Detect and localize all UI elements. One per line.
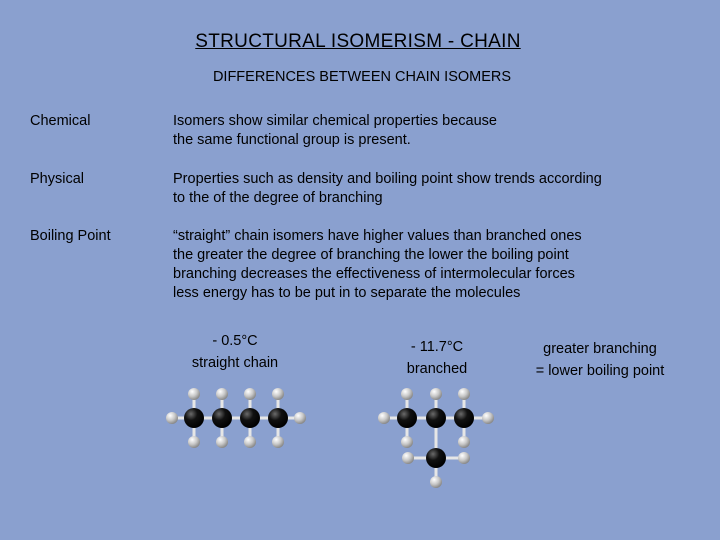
row-text-line: “straight” chain isomers have higher values than branched ones bbox=[173, 228, 582, 244]
row-label-physical: Physical bbox=[30, 171, 84, 187]
row-label-chemical: Chemical bbox=[30, 113, 91, 129]
branched-temperature: - 11.7°C bbox=[410, 339, 464, 355]
row-text-line: the greater the degree of branching the lower the boiling point bbox=[173, 247, 569, 263]
isobutane-bonds bbox=[384, 394, 488, 482]
row-label-boiling-point: Boiling Point bbox=[30, 228, 111, 244]
straight-chain-temperature: - 0.5°C bbox=[212, 333, 258, 349]
row-text-line: Isomers show similar chemical properties because bbox=[173, 113, 497, 129]
row-text-line: less energy has to be put in to separate the molecules bbox=[173, 285, 521, 301]
slide-title: STRUCTURAL ISOMERISM - CHAIN bbox=[195, 31, 521, 52]
row-text-line: to the of the degree of branching bbox=[173, 190, 383, 206]
straight-chain-name: straight chain bbox=[191, 355, 279, 371]
branched-name: branched bbox=[406, 361, 468, 377]
isobutane-molecule bbox=[378, 388, 494, 488]
row-text-line: the same functional group is present. bbox=[173, 132, 411, 148]
slide-subtitle: DIFFERENCES BETWEEN CHAIN ISOMERS bbox=[212, 69, 512, 85]
butane-molecule bbox=[166, 388, 306, 448]
conclusion-line-1: greater branching bbox=[543, 341, 657, 357]
conclusion-line-2: = lower boiling point bbox=[535, 363, 665, 379]
row-text-line: branching decreases the effectiveness of intermolecular forces bbox=[173, 266, 575, 282]
row-text-line: Properties such as density and boiling point show trends according bbox=[173, 171, 602, 187]
